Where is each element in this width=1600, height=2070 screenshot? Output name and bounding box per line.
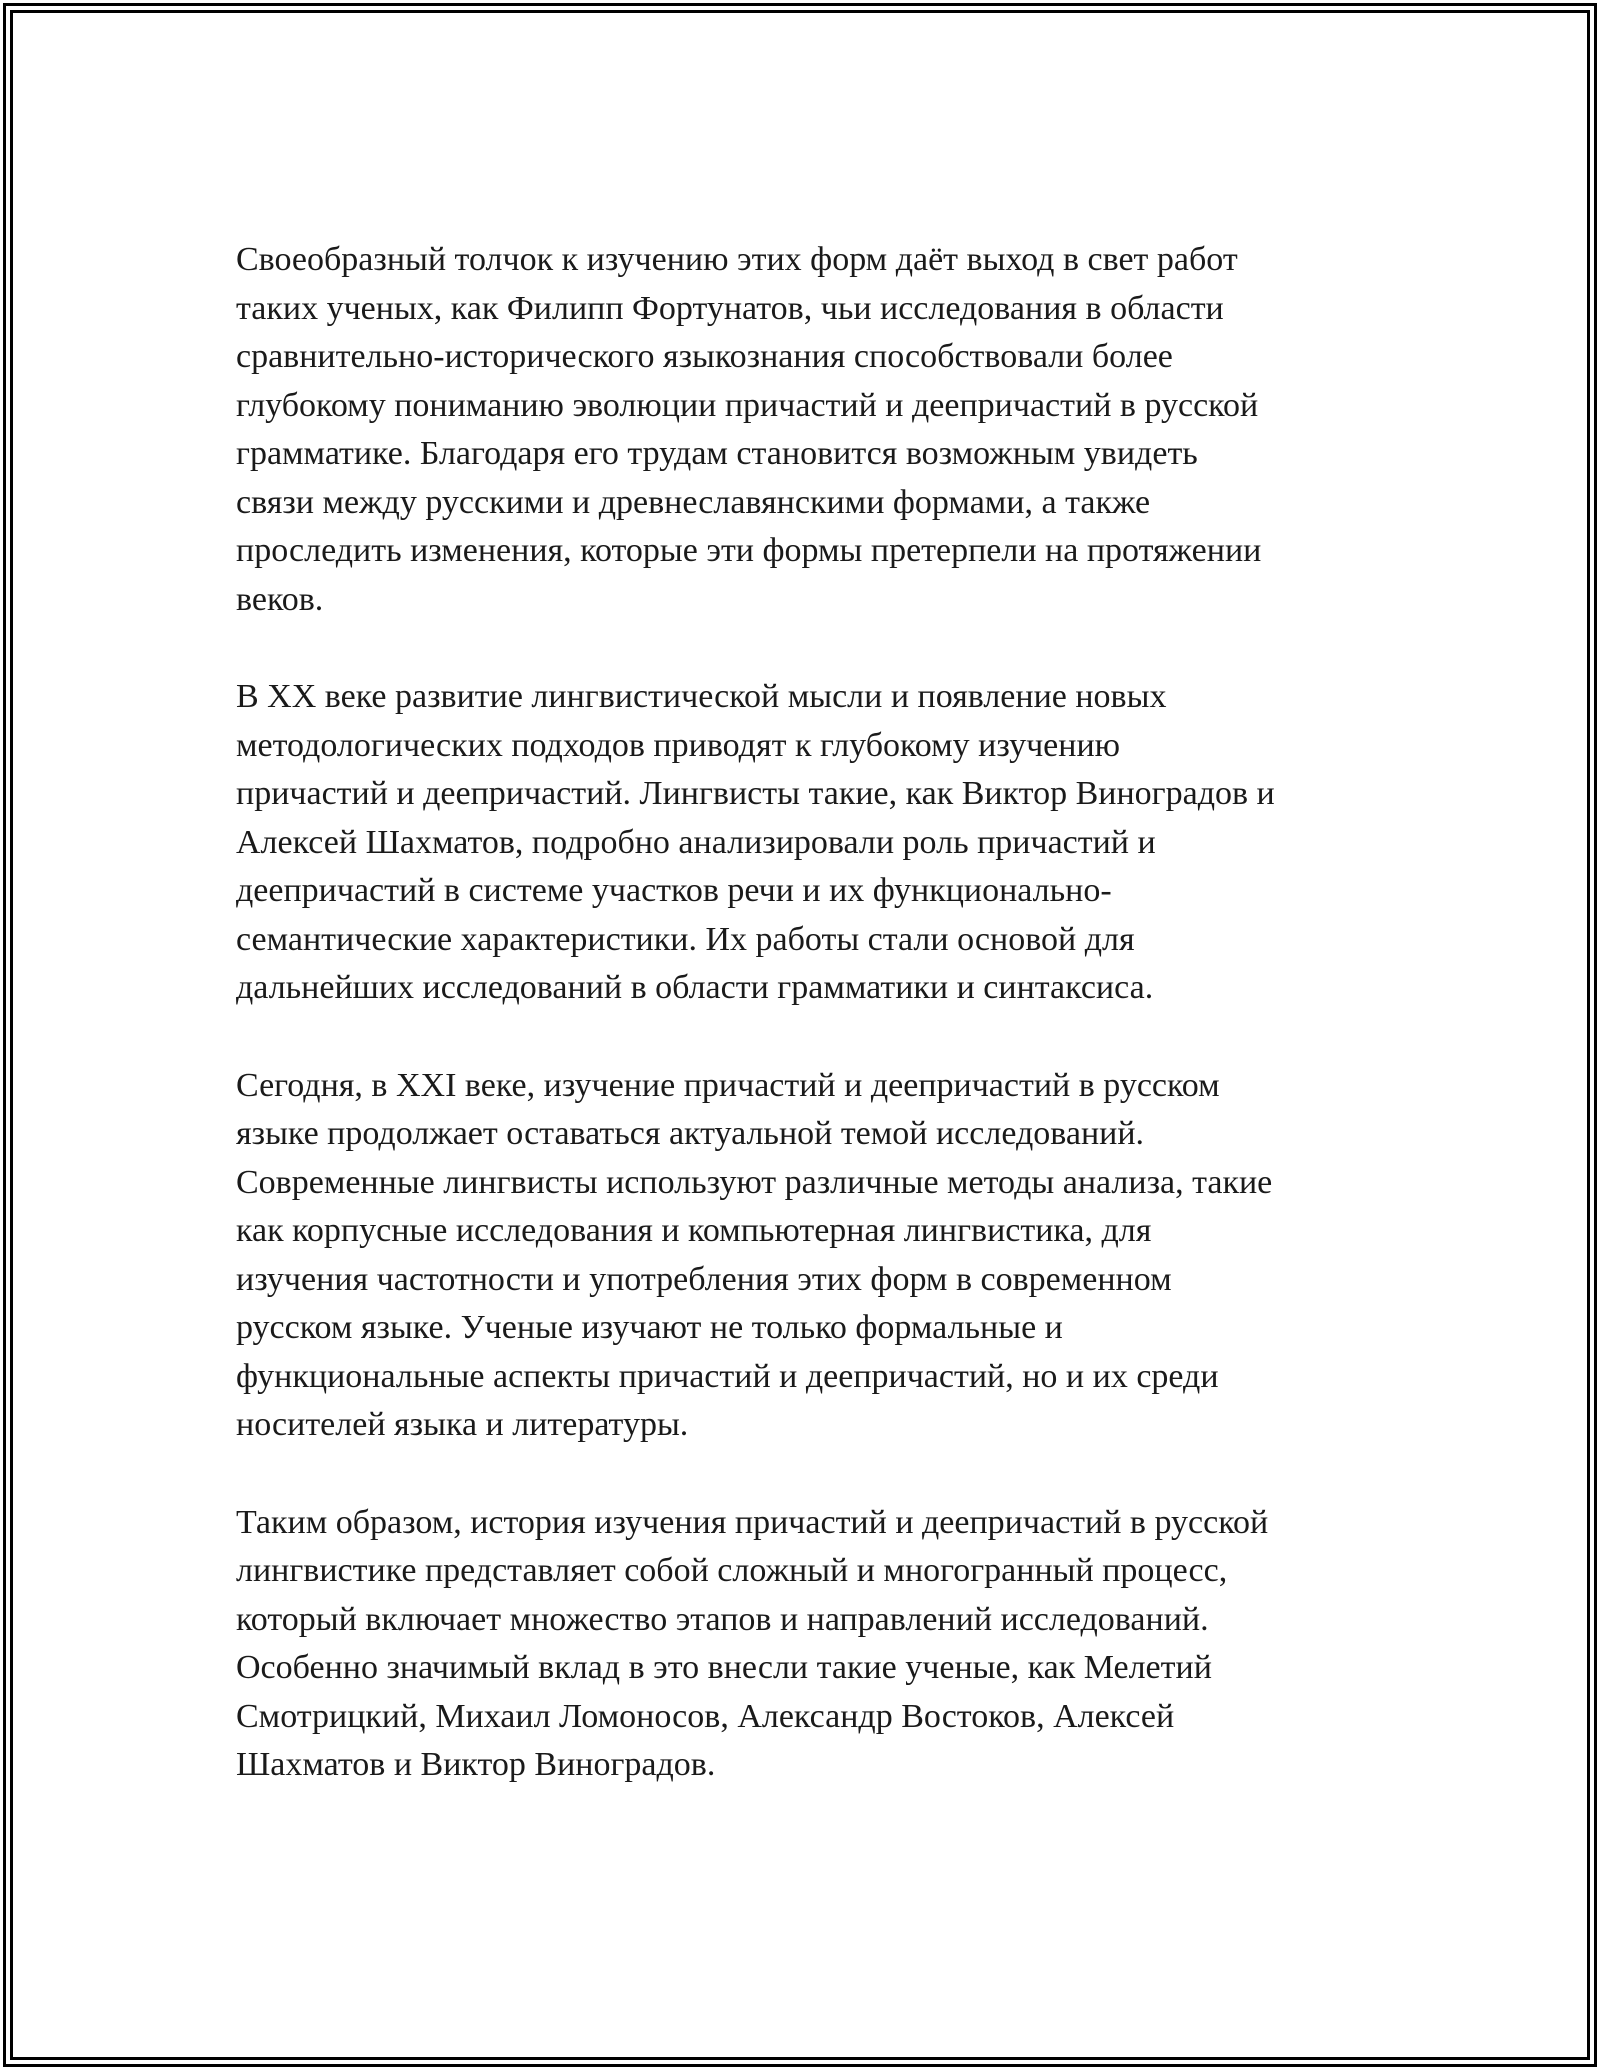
paragraph-2: В XX веке развитие лингвистической мысли и появление новых методологических подходов приводят к глубокому изучению причастий и деепричастий. Лингвисты такие, как Виктор Виноградов и Алексей Шахматов, подробно анализировали роль причастий и деепричастий в системе участков речи и их функционально- семантические характеристики. Их работы стали основой для дальнейших исследований в области грамматики и синтаксиса. (236, 678, 1275, 1006)
paragraph-3: Сегодня, в XXI веке, изучение причастий и деепричастий в русском языке продолжает оставаться актуальной темой исследований. Современные лингвисты используют различные методы анализа, такие как корпусные исследования и компьютерная лингвистика, для изучения частотности и употребления этих форм в современном русском языке. Ученые изучают не только формальные и функциональные аспекты причастий и деепричастий, но и их среди носителей языка и литературы. (236, 1066, 1273, 1443)
document-body (236, 236, 1368, 1839)
paragraph-4: Таким образом, история изучения причастий и деепричастий в русской лингвистике представляет собой сложный и многогранный процесс, который включает множество этапов и направлений исследований. Особенно значимый вклад в это внесли такие ученые, как Мелетий Смотрицкий, Михаил Ломоносов, Александр Востоков, Алексей Шахматов и Виктор Виноградов. (236, 1503, 1269, 1783)
paragraph-1: Своеобразный толчок к изучению этих форм даёт выход в свет работ таких ученых, как Филипп Фортунатов, чьи исследования в области сравнительно-исторического языкознания способствовали более глубокому пониманию эволюции причастий и деепричастий в русской грамматике. Благодаря его трудам становится возможным увидеть связи между русскими и древнеславянскими формами, а также проследить изменения, которые эти формы претерпели на протяжении веков. (236, 241, 1262, 618)
